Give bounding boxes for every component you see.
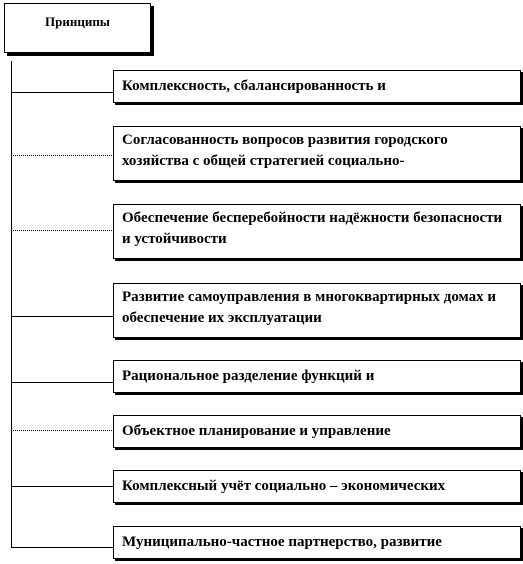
connector-branch-3 xyxy=(11,230,114,231)
connector-branch-1 xyxy=(11,92,114,93)
principle-item-label: Муниципально-частное партнерство, развитие xyxy=(122,534,442,550)
principle-item-label: Объектное планирование и управление xyxy=(122,423,391,439)
principles-header-box xyxy=(4,3,151,53)
principle-item-label: Рациональное разделение функций и xyxy=(122,368,375,384)
principle-item-1 xyxy=(113,70,521,103)
connector-branch-6 xyxy=(11,430,114,431)
connector-trunk-line xyxy=(11,61,12,547)
principle-item-2 xyxy=(113,126,521,181)
principle-item-label: Развитие самоуправления в многоквартирных домах и обеспечение их эксплуатации xyxy=(122,289,497,326)
principle-item-7 xyxy=(113,470,521,503)
principle-item-8 xyxy=(113,526,521,559)
principles-title: Принципы xyxy=(45,14,110,29)
principle-item-5 xyxy=(113,360,521,393)
principle-item-4 xyxy=(113,283,521,338)
principle-item-label: Комплексный учёт социально – экономических xyxy=(122,478,446,494)
connector-branch-8 xyxy=(11,547,114,548)
principle-item-3 xyxy=(113,204,521,259)
connector-branch-2 xyxy=(11,155,114,156)
connector-branch-5 xyxy=(11,382,114,383)
connector-branch-4 xyxy=(11,316,114,317)
principle-item-label: Комплексность, сбалансированность и xyxy=(122,78,386,94)
principle-item-label: Обеспечение бесперебойности надёжности безопасности и устойчивости xyxy=(122,210,503,247)
principle-item-6 xyxy=(113,415,521,448)
connector-branch-7 xyxy=(11,486,114,487)
principle-item-label: Согласованность вопросов развития городского хозяйства с общей стратегией социально- xyxy=(122,132,448,169)
